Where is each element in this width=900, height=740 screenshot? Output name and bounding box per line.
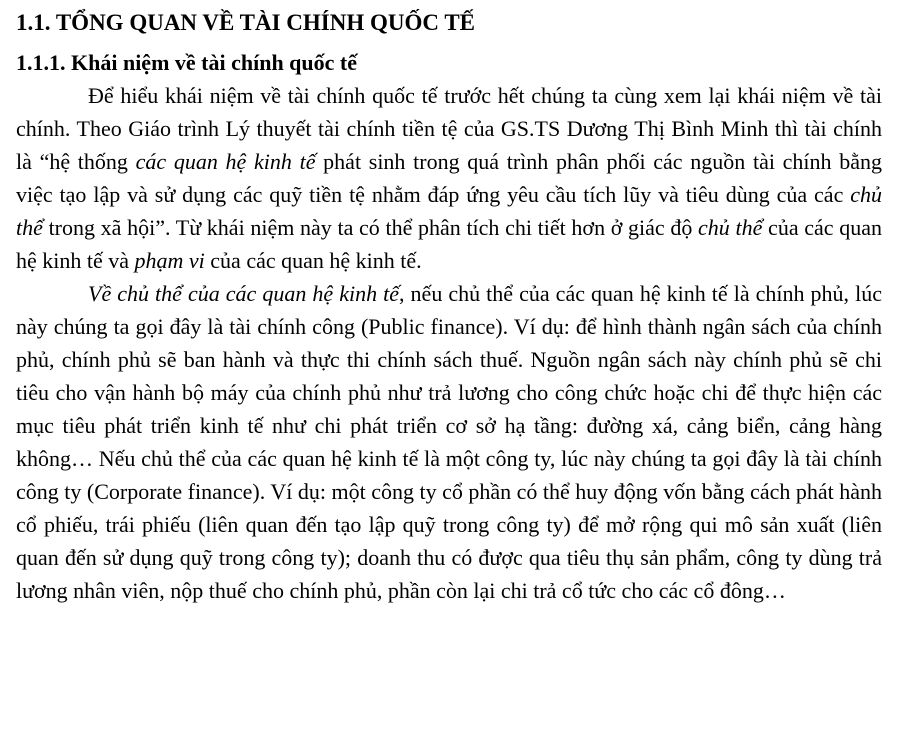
paragraph-subjects xyxy=(16,277,882,607)
text-run: phát sinh trong quá trình phân phối các nguồn tài chính bằng việc tạo lập và sử dụng các quỹ tiền tệ nhằm đáp ứng yêu cầu tích lũy và tiêu dùng của các xyxy=(16,149,882,207)
text-run: của các quan hệ kinh tế. xyxy=(204,248,422,273)
text-run: Để hiểu khái niệm về tài chính quốc tế trước hết chúng ta cùng xem lại khái niệm về tài chính. Theo Giáo trình Lý thuyết tài chính tiền tệ của GS.TS Dương Thị Bình Minh thì tài chính là “hệ thống xyxy=(16,83,882,174)
italic-run: phạm vi xyxy=(134,248,205,273)
italic-run: chủ thể xyxy=(698,215,763,240)
italic-run: chủ thể xyxy=(16,182,882,240)
section-heading: 1.1. TỔNG QUAN VỀ TÀI CHÍNH QUỐC TẾ xyxy=(16,10,476,35)
text-run: của các quan hệ kinh tế và xyxy=(16,215,882,273)
paragraph-definition xyxy=(16,79,882,277)
text-run: , nếu chủ thể của các quan hệ kinh tế là chính phủ, lúc này chúng ta gọi đây là tài chính công (Public finance). Ví dụ: để hình thành ngân sách của chính phủ, chính phủ sẽ ban hành và thực thi chính sách thuế. Nguồn ngân sách này chính phủ sẽ chi tiêu cho vận hành bộ máy của chính phủ như trả lương cho công chức hoặc chi để thực hiện các mục tiêu phát triển kinh tế như chi phát triển cơ sở hạ tầng: đường xá, cảng biển, cảng hàng không… Nếu chủ thể của các quan hệ kinh tế là một công ty, lúc này chúng ta gọi đây là tài chính công ty (Corporate finance). Ví dụ: một công ty cổ phần có thể huy động vốn bằng cách phát hành cổ phiếu, trái phiếu (liên quan đến tạo lập quỹ trong công ty) để mở rộng qui mô sản xuất (liên quan đến sử dụng quỹ trong công ty); doanh thu có được qua tiêu thụ sản phẩm, công ty dùng trả lương nhân viên, nộp thuế cho chính phủ, phần còn lại chi trả cổ tức cho các cổ đông… xyxy=(16,281,882,603)
text-run: trong xã hội”. Từ khái niệm này ta có thể phân tích chi tiết hơn ở giác độ xyxy=(42,215,699,240)
subsection-heading: 1.1.1. Khái niệm về tài chính quốc tế xyxy=(16,50,358,75)
italic-run: các quan hệ kinh tế xyxy=(135,149,316,174)
italic-run: Về chủ thể của các quan hệ kinh tế xyxy=(88,281,400,306)
